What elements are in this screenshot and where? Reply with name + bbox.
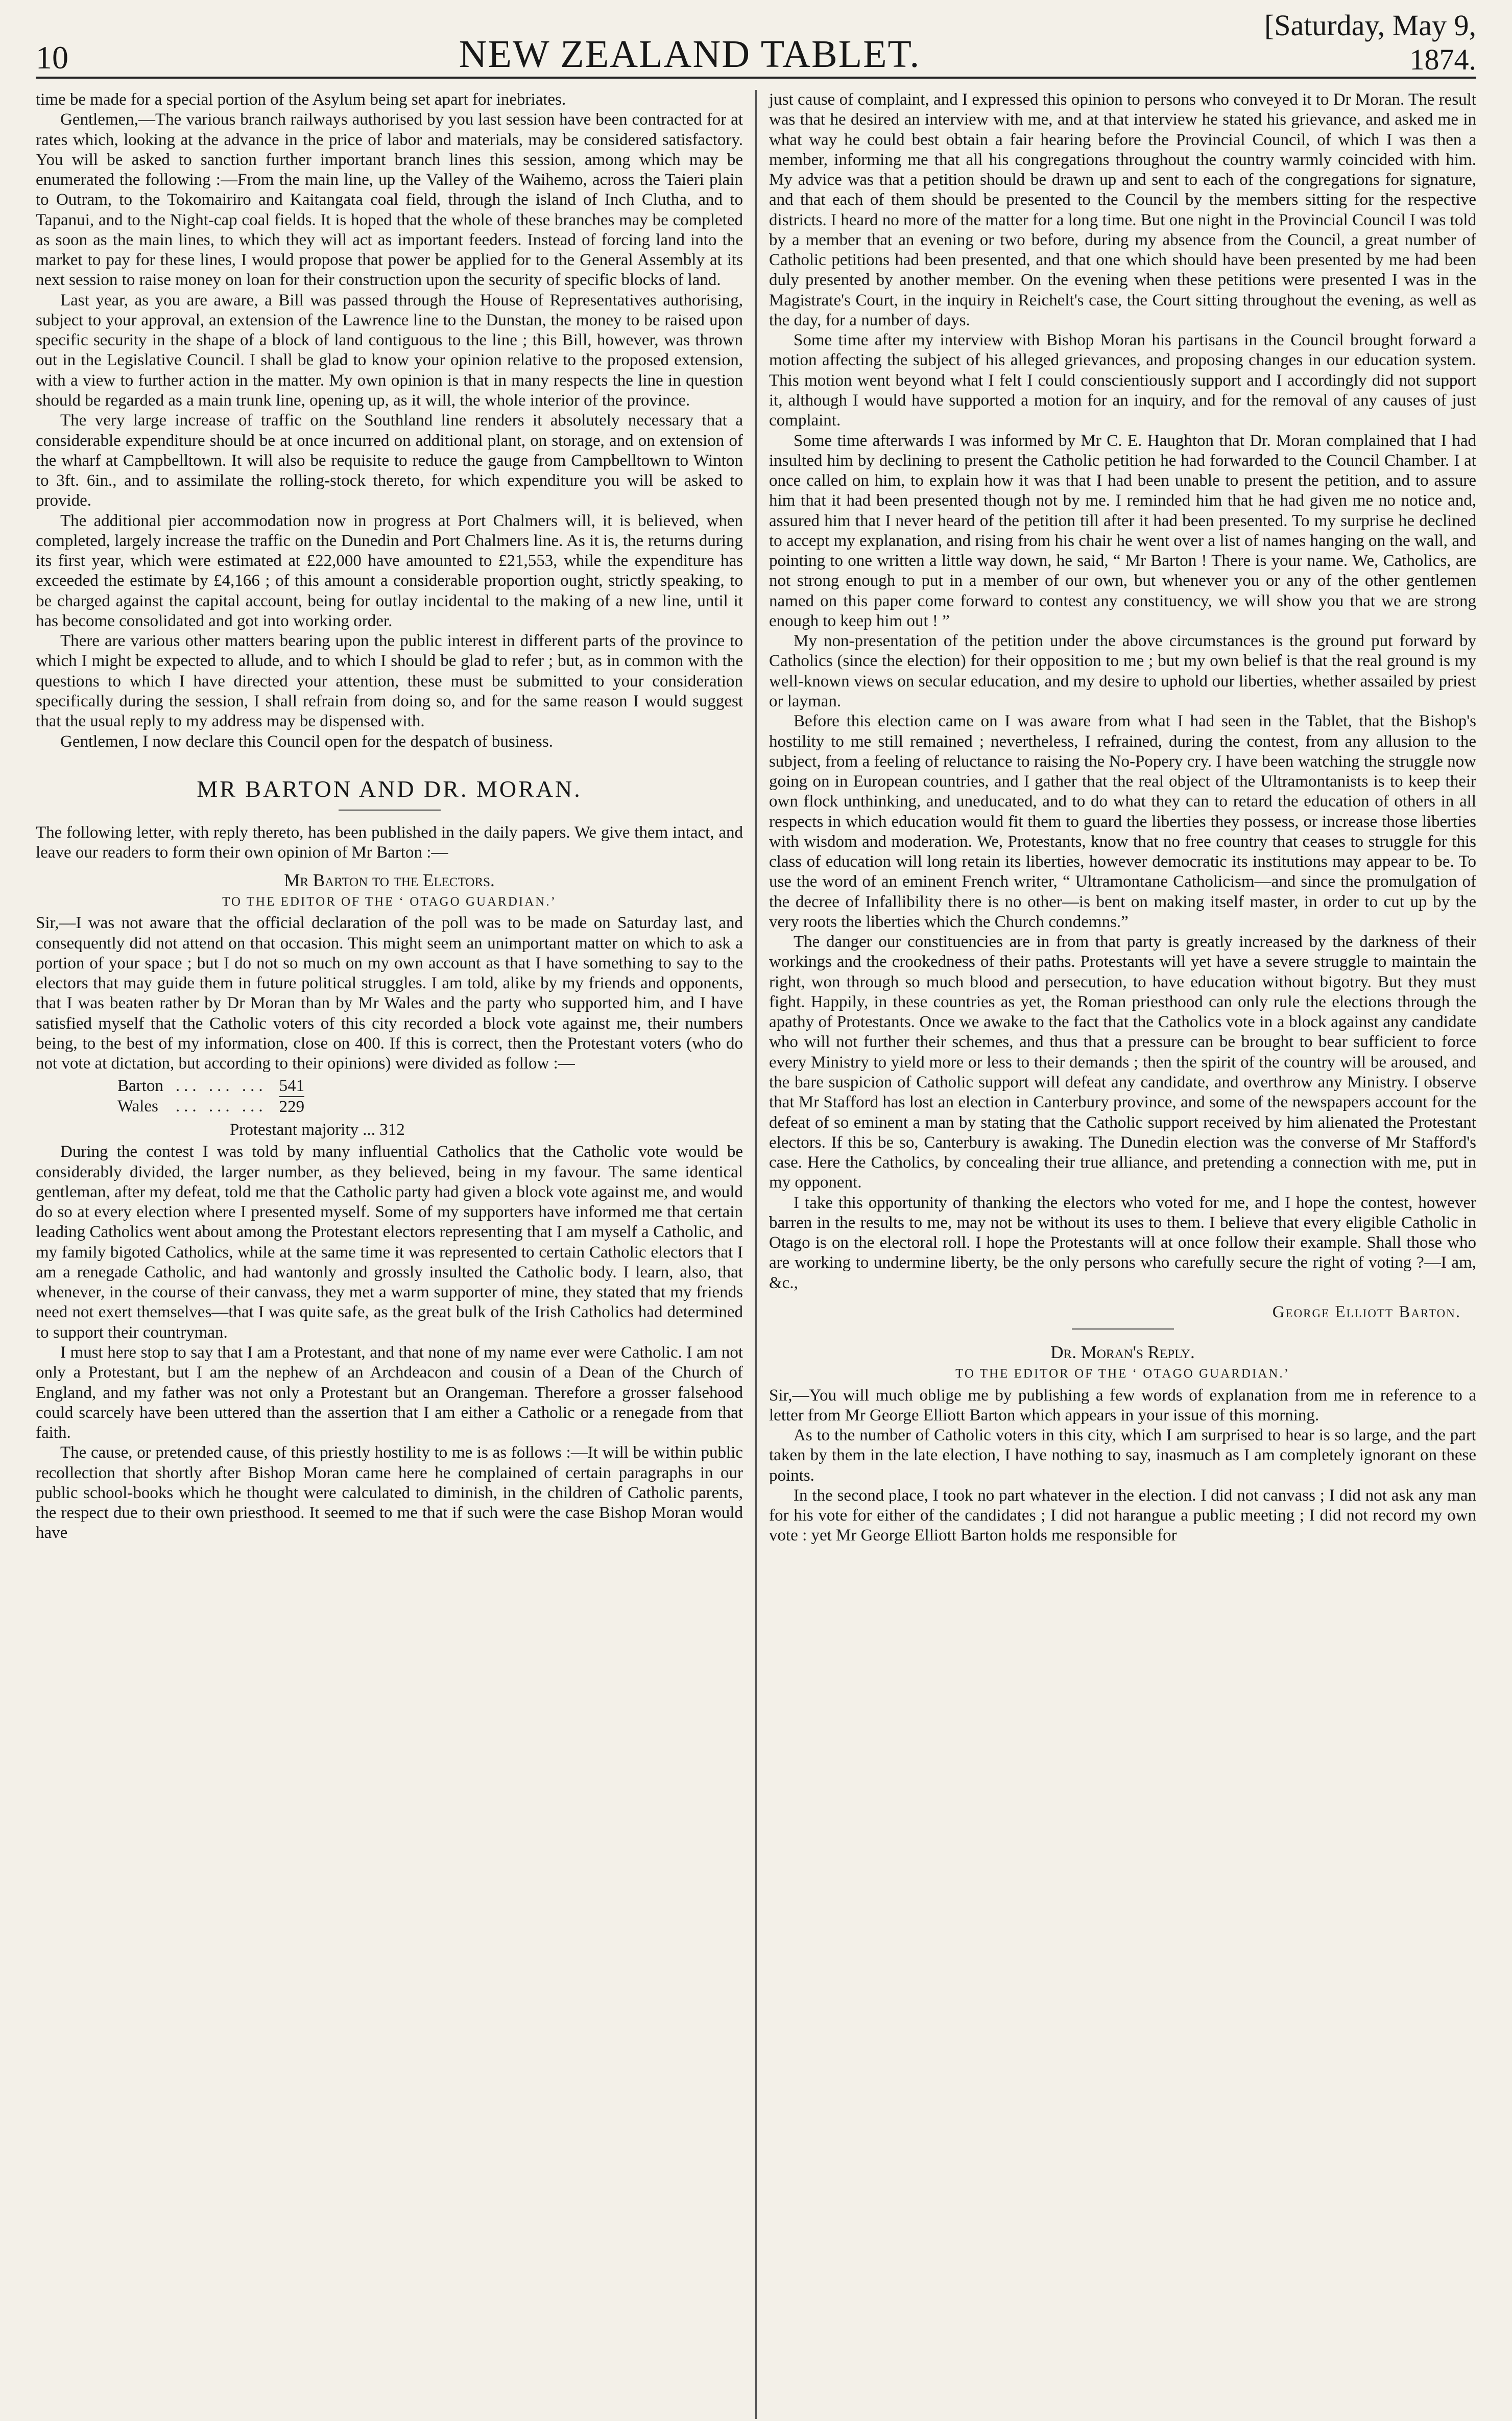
candidate-name: Barton (117, 1077, 163, 1096)
letter-paragraph: I must here stop to say that I am a Protestant, and that none of my name ever were Catholic. I am not only a Protestant, but I am the nephew of an Archdeacon and cousin of a Dean of the Church of England, and my father was not only a Protestant but an Orangeman. Therefore a grosser falsehood could scarcely have been uttered than the assertion that I am either a Catholic or a renegade from that faith. (36, 1343, 743, 1442)
speech-paragraph: Gentlemen, I now declare this Council open for the despatch of business. (60, 732, 553, 751)
tally-row (117, 1076, 304, 1097)
tally-row (117, 1097, 304, 1117)
majority-value: 312 (379, 1121, 405, 1140)
letter-paragraph: I take this opportunity of thanking the electors who voted for me, and I hope the contest, however barren in the results to me, may not be without its uses to them. I believe that every eligible Catholic in Otago is on the electoral roll. I hope the Protestants will at once follow their example. Shall those who are working to undermine liberty, be the only persons who carefully secure the right of voting ?—I am, &c., (769, 1193, 1476, 1292)
majority-label: Protestant majority ... (230, 1121, 376, 1140)
candidate-votes: 541 (279, 1076, 305, 1095)
majority-line (230, 1120, 743, 1140)
letter-paragraph: Some time after my interview with Bishop Moran his partisans in the Council brought forward a motion affecting the subject of his alleged grievances, and proposing changes in our education system. This motion went beyond what I felt I could conscientiously support and I accordingly did not support it, although I would have supported a motion for an inquiry, and for the removal of any causes of just complaint. (769, 331, 1476, 430)
vote-tally (117, 1076, 304, 1118)
letter-paragraph: Some time afterwards I was informed by Mr C. E. Haughton that Dr. Moran complained that I had insulted him by declining to present the Catholic petition he had forwarded to the Council Chamber. I at once called on him, to explain how it was that I had been unable to present the petition, and to assure him that it had been presented though not by me. I reminded him that he had given me no notice and, assured him that I never heard of the petition till after it had been presented. To my surprise he declined to accept my explanation, and rising from his chair he went over a list of names hanging on the wall, and pointing to one written a little way down, he said, “ Mr Barton ! There is your name. We, Catholics, are not strong enough to put in a member of our own, but whenever you or any of the other gentlemen named on this paper come forward to contest any constituency, we will show you that we are strong enough to keep him out ! ” (769, 431, 1476, 630)
right-column (769, 90, 1476, 2419)
speech-paragraph: The very large increase of traffic on the Southland line renders it absolutely necessary that a considerable expenditure should be at once incurred on additional plant, on storage, and on extension of the wharf at Campbelltown. It will also be requisite to reduce the gauge from Campbelltown to Winton to 3ft. 6in., and to assimilate the rolling-stock thereto, for which expenditure you will be asked to provide. (36, 411, 743, 510)
section-divider (1072, 1328, 1174, 1330)
letter-paragraph: Sir,—I was not aware that the official declaration of the poll was to be made on Saturday last, and consequently did not attend on that occasion. This might seem an unimportant matter on which to ask a portion of your space ; but I do not so much on my own account as that I have something to say to the electors that may guide them in future political struggles. I am told, alike by my friends and opponents, that I was beaten rather by Dr Moran than by Mr Wales and the party who supported him, and I have satisfied myself that the Catholic voters of this city recorded a block vote against me, their numbers being, to the best of my information, close on 400. If this is correct, then the Protestant voters (who do not vote at dictation, but according to their opinions) were divided as follow :— (36, 914, 743, 1073)
candidate-name: Wales (117, 1097, 158, 1116)
letter-signature: George Elliott Barton. (1272, 1302, 1461, 1321)
issue-date: [Saturday, May 9, 1874. (1264, 9, 1476, 76)
title-divider (339, 810, 441, 811)
speech-paragraph: There are various other matters bearing upon the public interest in different parts of the province to which I might be expected to allude, and to which I should be glad to refer ; but, as in common with the questions to which I have directed your attention, these must be submitted to your consideration specifically during the session, I shall refrain from doing so, and for the same reason I would suggest that the usual reply to my address may be dispensed with. (36, 632, 743, 731)
masthead (36, 9, 1476, 79)
candidate-votes: 229 (279, 1097, 305, 1117)
page-number: 10 (36, 39, 68, 76)
letter-paragraph: My non-presentation of the petition under the above circumstances is the ground put forward by Catholics (since the election) for their opposition to me ; but my own belief is that the real ground is my well-known views on secular education, and my desire to uphold our liberties, whether assailed by priest or layman. (769, 632, 1476, 710)
leader-dots: ... ... ... (175, 1077, 267, 1096)
left-column (36, 90, 743, 2419)
letter-paragraph: The danger our constituencies are in from that party is greatly increased by the darkness of their workings and the crookedness of their paths. Protestants will yet have a severe struggle to maintain the right, won through so much blood and persecution, to have education without bigotry. But they must fight. Happily, in these countries as yet, the Roman priesthood can only rule the elections through the apathy of Protestants. Once we awake to the fact that the Catholics vote in a block against any candidate who will not further their schemes, and thus that a pressure can be brought to bear sufficient to force every Ministry to yield more or less to their demands ; then the spirit of the country will be aroused, and the bare suspicion of Catholic support will defeat any candidate, and overthrow any Ministry. I observe that Mr Stafford has lost an election in Canterbury province, and some of the newspapers account for the defeat of so eminent a man by stating that the Catholic support received by him alienated the Protestant electors. If this be so, Canterbury is awaking. The Dunedin election was the converse of Mr Stafford's case. Here the Catholics, by concealing their true alliance, and pretending a connection with me, put in my opponent. (769, 933, 1476, 1192)
article-title: MR BARTON AND DR. MORAN. (197, 775, 582, 802)
letter-address: TO THE EDITOR OF THE ‘ OTAGO GUARDIAN.’ (222, 894, 557, 909)
speech-paragraph: time be made for a special portion of the Asylum being set apart for inebriates. (36, 90, 566, 109)
speech-paragraph: Last year, as you are aware, a Bill was passed through the House of Representatives authorising, subject to your approval, an extension of the Lawrence line to the Dunstan, the money to be raised upon specific security in the shape of a block of land contiguous to the line ; this Bill, however, was thrown out in the Legislative Council. I shall be glad to know your opinion relative to the proposed extension, with a view to further action in the matter. My own opinion is that in many respects the line in question should be regarded as a main trunk line, opening up, as it will, the whole interior of the province. (36, 291, 743, 410)
letter-paragraph: The cause, or pretended cause, of this priestly hostility to me is as follows :—It will be within public recollection that shortly after Bishop Moran came here he complained of certain paragraphs in our public school-books which he thought were calculated to diminish, in the children of Catholic parents, the respect due to their own priesthood. It seemed to me that if such were the case Bishop Moran would have (36, 1443, 743, 1542)
reply-paragraph: As to the number of Catholic voters in this city, which I am surprised to hear is so large, and the part taken by them in the late election, I have nothing to say, inasmuch as I am completely ignorant on these points. (769, 1426, 1476, 1485)
reply-paragraph: Sir,—You will much oblige me by publishing a few words of explanation from me in reference to a letter from Mr George Elliott Barton which appears in your issue of this morning. (769, 1386, 1476, 1425)
letter-heading: Mr Barton to the Electors. (284, 870, 495, 891)
letter-paragraph: During the contest I was told by many influential Catholics that the Catholic vote would be considerably divided, the larger number, as they believed, being in my favour. The same identical gentleman, after my defeat, told me that the Catholic party had given a block vote against me, and would do so at every election where I presented myself. Some of my supporters have informed me that certain leading Catholics went about among the Protestant electors representing that I am myself a Catholic, and my family bigoted Catholics, while at the same time it was represented to certain Catholic electors that I am a renegade Catholic, and had wantonly and grossly insulted the Catholic body. I learn, also, that whenever, in the course of their canvass, they met a warm supporter of mine, they stated that my friends need not exert themselves—that I was quite safe, as the great bulk of the Irish Catholics had determined to support their countryman. (36, 1143, 743, 1342)
letter-paragraph: just cause of complaint, and I expressed this opinion to persons who conveyed it to Dr Moran. The result was that he desired an interview with me, and at that interview he stated his grievance, and asked me in what way he could best obtain a fair hearing before the Provincial Council, of which I was then a member, informing me that all his congregations throughout the country warmly coincided with him. My advice was that a petition should be drawn up and sent to each of the congregations for signature, and that each of them should be presented to the Council by the members sitting for the respective districts. I heard no more of the matter for a long time. But one night in the Provincial Council I was told by a member that an evening or two before, during my absence from the Council, a great number of Catholic petitions had been presented, and that one which should have been presented by me had been duly presented by another member. On the evening when these petitions were presented I was in the Magistrate's Court, in the inquiry in Reichelt's case, the Court sitting throughout the evening, as well as the day, for a number of days. (769, 90, 1476, 329)
leader-dots: ... ... ... (175, 1097, 267, 1116)
speech-paragraph: Gentlemen,—The various branch railways authorised by you last session have been contracted for at rates which, looking at the advance in the price of labor and materials, may be considered satisfactory. You will be asked to sanction further important branch lines this session, among which may be enumerated the following :—From the main line, up the Valley of the Waihemo, across the Taieri plain to Outram, to the Tokomairiro and Kaitangata coal field, through the island of Inch Clutha, and to Tapanui, and to the Night-cap coal fields. It is hoped that the whole of these branches may be completed as soon as the main lines, to which they will act as important feeders. Instead of forcing land into the market to pay for these lines, I would propose that power be applied for to the General Assembly at its next session to raise money on loan for their construction upon the security of specific blocks of land. (36, 110, 743, 290)
reply-heading: Dr. Moran's Reply. (1050, 1342, 1195, 1363)
newspaper-title: NEW ZEALAND TABLET. (459, 33, 921, 76)
letter-paragraph: Before this election came on I was aware from what I had seen in the Tablet, that the Bishop's hostility to me still remained ; nevertheless, I refrained, during the contest, from any allusion to the subject, from a feeling of reluctance to raising the No-Popery cry. I have been watching the struggle now going on in European countries, and I gather that the real object of the Ultramontanists is to keep their own flock unthinking, and uneducated, and to do what they can to retard the education of others in all respects in which education would fit them to guard the liberties they possess, or increase those liberties with wisdom and moderation. We, Protestants, know that no free country that ceases to struggle for this class of education will long retain its liberties, however democratic its institutions may appear to be. To use the word of an eminent French writer, “ Ultramontane Catholicism—and since the promulgation of the decree of Infallibility there is no other—is bent on making itself master, in order to cut up by the very roots the liberties which the Church condemns.” (769, 712, 1476, 931)
speech-paragraph: The additional pier accommodation now in progress at Port Chalmers will, it is believed, when completed, largely increase the traffic on the Dunedin and Port Chalmers line. As it is, the returns during its first year, which were estimated at £22,000 have amounted to £21,553, while the expenditure has exceeded the estimate by £4,166 ; of this amount a considerable proportion ought, strictly speaking, to be charged against the capital account, being for outlay incidental to the making of a new line, until it has become consolidated and got into working order. (36, 511, 743, 630)
article-intro: The following letter, with reply thereto, has been published in the daily papers. We give them intact, and leave our readers to form their own opinion of Mr Barton :— (36, 823, 743, 862)
columns (36, 90, 1476, 2419)
column-rule (755, 90, 757, 2419)
reply-paragraph: In the second place, I took no part whatever in the election. I did not canvass ; I did not ask any man for his vote for either of the candidates ; I did not harangue a public meeting ; I did not record my own vote : yet Mr George Elliott Barton holds me responsible for (769, 1486, 1476, 1545)
reply-address: TO THE EDITOR OF THE ‘ OTAGO GUARDIAN.’ (955, 1366, 1290, 1381)
